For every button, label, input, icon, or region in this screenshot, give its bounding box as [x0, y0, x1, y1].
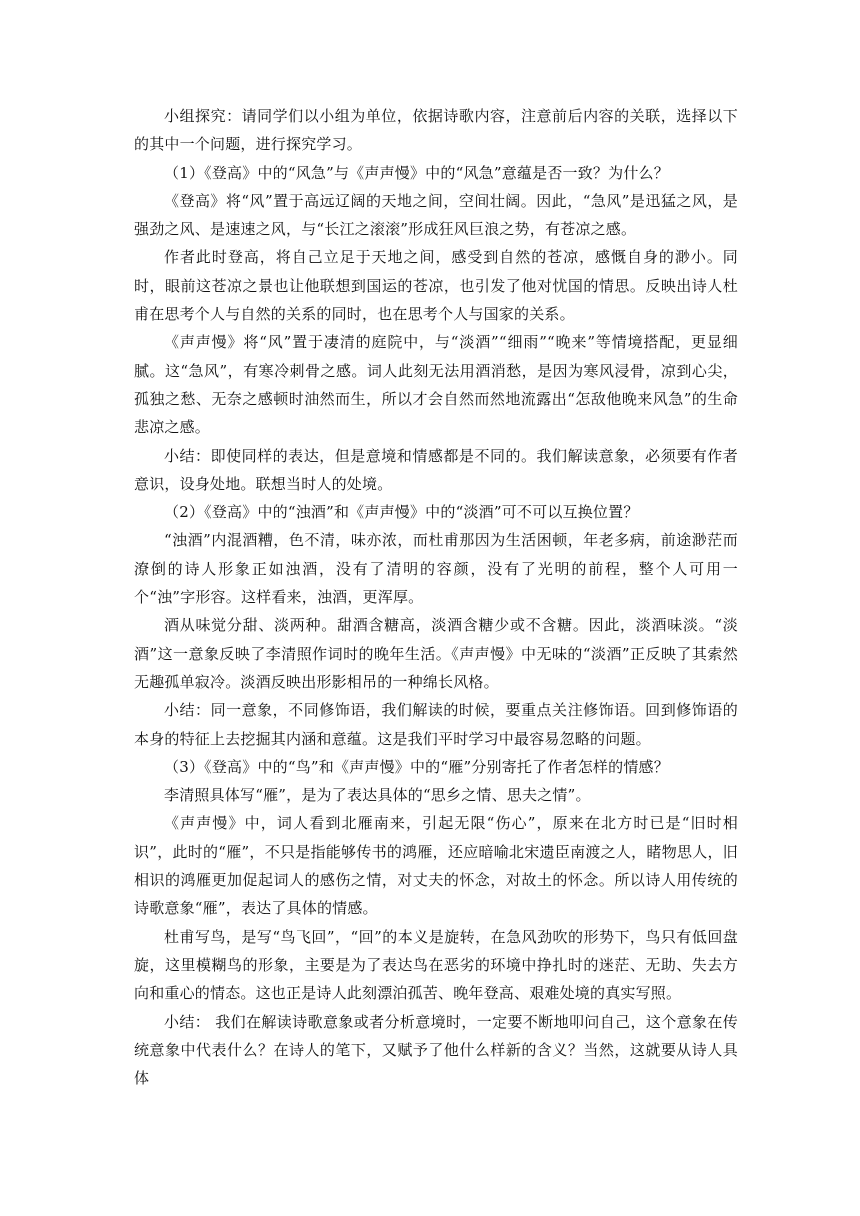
paragraph: 《声声慢》将“风”置于凄清的庭院中，与“淡酒”“细雨”“晚来”等情境搭配，更显细腻。这“急风”，有寒冷刺骨之感。词人此刻无法用酒消愁，是因为寒风浸骨，凉到心尖，孤独之愁、无奈之感顿时油然而生，所以才会自然而然地流露出“怎敌他晚来风急”的生命悲凉之感。	[134, 333, 738, 437]
question-1-heading: （1）《登高》中的“风急”与《声声慢》中的“风急”意蕴是否一致？为什么？	[164, 163, 669, 182]
summary-paragraph: 小结：即使同样的表达，但是意境和情感都是不同的。我们解读意象，必须要有作者意识，设身处地。联想当时人的处境。	[134, 446, 738, 493]
paragraph: 酒从味觉分甜、淡两种。甜酒含糖高，淡酒含糖少或不含糖。因此，淡酒味淡。“淡酒”这一意象反映了李清照作词时的晚年生活。《声声慢》中无味的“淡酒”正反映了其索然无趣孤单寂冷。淡酒反映出形影相吊的一种绵长风格。	[134, 616, 738, 691]
document-body	[134, 102, 738, 1092]
paragraph: “浊酒”内混酒糟，色不清，味亦浓，而杜甫那因为生活困顿，年老多病，前途渺茫而潦倒的诗人形象正如浊酒，没有了清明的容颜，没有了光明的前程，整个人可用一个“浊”字形容。这样看来，浊酒，更浑厚。	[134, 531, 738, 607]
paragraph: 杜甫写鸟，是写“鸟飞回”，“回”的本义是旋转，在急风劲吹的形势下，鸟只有低回盘旋，这里模糊鸟的形象，主要是为了表达鸟在恶劣的环境中挣扎时的迷茫、无助、失去方向和重心的情态。这也正是诗人此刻漂泊孤苦、晚年登高、艰难处境的真实写照。	[134, 927, 738, 1003]
paragraph: 《声声慢》中，词人看到北雁南来，引起无限“伤心”，原来在北方时已是“旧时相识”，此时的“雁”，不只是指能够传书的鸿雁，还应暗喻北宋遗臣南渡之人，睹物思人，旧相识的鸿雁更加促起词人的感伤之情，对丈夫的怀念，对故土的怀念。所以诗人用传统的诗歌意象“雁”，表达了具体的情感。	[134, 814, 738, 918]
question-3-heading: （3）《登高》中的“鸟”和《声声慢》中的“雁”分别寄托了作者怎样的情感？	[164, 757, 669, 776]
paragraph: 李清照具体写“雁”，是为了表达具体的“思乡之情、思夫之情”。	[164, 786, 591, 805]
summary-paragraph: 小结：同一意象，不同修饰语，我们解读的时候，要重点关注修饰语。回到修饰语的本身的特征上去挖掘其内涵和意蕴。这是我们平时学习中最容易忽略的问题。	[134, 701, 738, 748]
paragraph-intro: 小组探究：请同学们以小组为单位，依据诗歌内容，注意前后内容的关联，选择以下的其中一个问题，进行探究学习。	[134, 107, 738, 154]
paragraph: 作者此时登高，将自己立足于天地之间，感受到自然的苍凉，感慨自身的渺小。同时，眼前这苍凉之景也让他联想到国运的苍凉，也引发了他对忧国的情思。反映出诗人杜甫在思考个人与自然的关系的同时，也在思考个人与国家的关系。	[134, 248, 738, 324]
summary-paragraph: 小结： 我们在解读诗歌意象或者分析意境时，一定要不断地叩问自己，这个意象在传统意象中代表什么？在诗人的笔下，又赋予了他什么样新的含义？当然，这就要从诗人具体	[134, 1012, 738, 1088]
question-2-heading: （2）《登高》中的“浊酒”和《声声慢》中的“淡酒”可不可以互换位置？	[164, 503, 639, 522]
paragraph: 《登高》将“风”置于高远辽阔的天地之间，空间壮阔。因此，“急风”是迅猛之风，是强劲之风、是速速之风，与“长江之滚滚”形成狂风巨浪之势，有苍凉之感。	[134, 191, 738, 239]
